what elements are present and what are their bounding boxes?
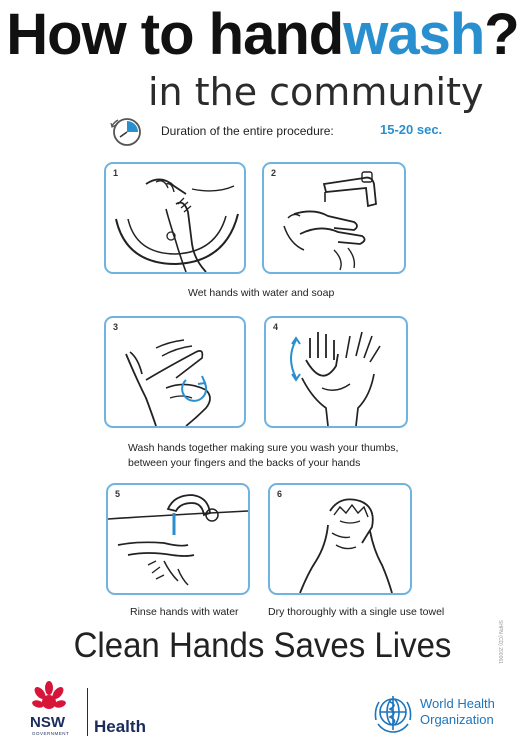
health-wordmark: Health: [94, 717, 146, 736]
step-number: 3: [113, 322, 119, 332]
caption-row2-line1: Wash hands together making sure you wash your thumbs,: [128, 442, 399, 454]
waratah-icon: [32, 680, 66, 714]
nsw-health-logo: [28, 680, 188, 738]
page-subtitle: in the community: [148, 70, 484, 114]
government-label: GOVERNMENT: [32, 731, 70, 736]
step-panel-5: [106, 483, 250, 595]
document-code: SHPN (CD) 200061: [497, 620, 503, 664]
rinse-hands-illustration: [108, 485, 248, 593]
palm-to-palm-illustration: [106, 318, 244, 426]
who-wordmark: [420, 696, 495, 728]
step-number: 6: [277, 489, 283, 499]
step-number: 2: [271, 168, 277, 178]
step-panel-3: [104, 316, 246, 428]
soap-dispenser-hands-illustration: [264, 164, 404, 272]
duration-row: [108, 116, 468, 148]
duration-label: Duration of the entire procedure:: [161, 124, 334, 138]
step-panel-2: [262, 162, 406, 274]
caption-row1: Wet hands with water and soap: [188, 287, 335, 299]
interlaced-fingers-illustration: [266, 318, 406, 426]
step-panel-6: [268, 483, 412, 595]
who-name-line2: Organization: [420, 712, 494, 727]
logo-divider: [87, 688, 88, 736]
title-end: ?: [484, 2, 519, 67]
dry-with-towel-illustration: [270, 485, 410, 593]
title-accent: wash: [343, 2, 485, 67]
caption-step5: Rinse hands with water: [130, 606, 239, 618]
title-main: How to hand: [6, 2, 344, 67]
hands-at-sink-illustration: [106, 164, 244, 272]
who-name-line1: World Health: [420, 696, 495, 711]
caption-row2-line2: between your fingers and the backs of your hands: [128, 457, 361, 469]
page-title: [0, 2, 525, 68]
caption-step6: Dry thoroughly with a single use towel: [268, 606, 445, 618]
who-logo: [370, 690, 520, 738]
duration-value: 15-20 sec.: [380, 122, 443, 137]
step-number: 1: [113, 168, 119, 178]
slogan: Clean Hands Saves Lives: [73, 624, 452, 665]
clock-icon: [108, 116, 144, 148]
step-number: 4: [273, 322, 279, 332]
step-panel-4: [264, 316, 408, 428]
step-panel-1: [104, 162, 246, 274]
step-number: 5: [115, 489, 121, 499]
who-emblem-icon: [370, 692, 416, 736]
nsw-wordmark: NSW: [30, 714, 65, 731]
